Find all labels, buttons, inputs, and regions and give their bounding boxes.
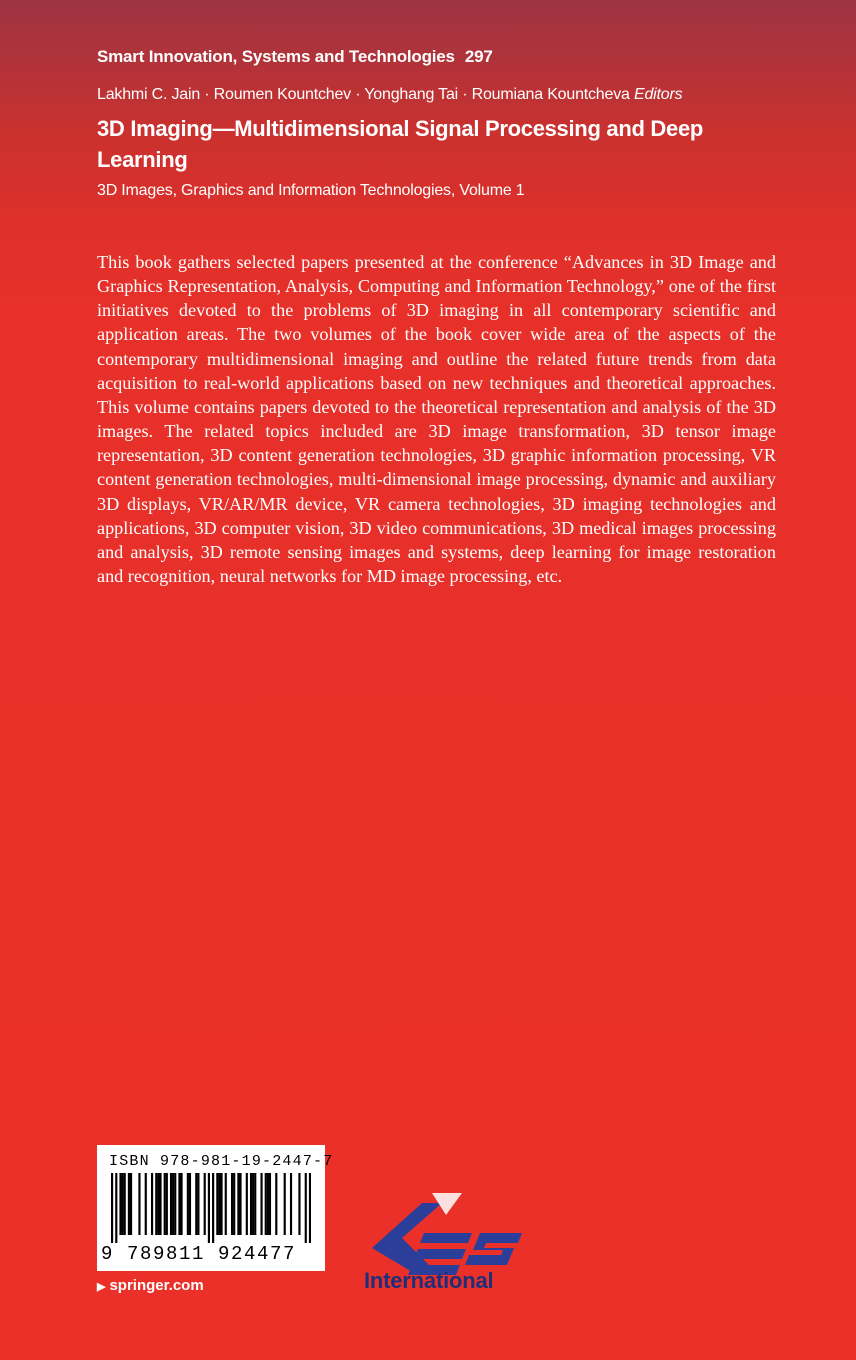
barcode-bar	[220, 1173, 222, 1235]
barcode-bar	[237, 1173, 239, 1235]
springer-link-text: springer.com	[109, 1277, 204, 1294]
isbn-label: ISBN 978-981-19-2447-7	[109, 1153, 334, 1170]
barcode-bar	[309, 1173, 311, 1243]
barcode-bar	[212, 1173, 214, 1243]
barcode-bar	[122, 1173, 124, 1235]
barcode-bar	[119, 1173, 121, 1235]
barcode-bar	[155, 1173, 157, 1235]
barcode-bar	[265, 1173, 267, 1235]
series-number: 297	[464, 47, 493, 66]
isbn-barcode	[97, 1145, 334, 1271]
barcode-bar	[290, 1173, 292, 1235]
barcode-bar	[130, 1173, 132, 1235]
barcode-bar	[197, 1173, 199, 1235]
barcode-bar	[208, 1173, 210, 1243]
barcode-bar	[159, 1173, 161, 1235]
barcode-bar	[284, 1173, 286, 1235]
barcode-bar	[298, 1173, 300, 1235]
barcode-bar	[115, 1173, 117, 1243]
barcode-bar	[252, 1173, 254, 1235]
book-description: This book gathers selected papers presented at the conference “Advances in 3D Image and Graphics Representation, Analysis, Computing and Information Technology,” one of the first initiatives devoted to the problems of 3D imaging in all contemporary scientific and application areas. The two volumes of the book cover wide area of the aspects of the contemporary multidimensional imaging and outline the related future trends from data acquisition to real-world applications based on new techniques and theoretical approaches. This volume contains papers devoted to the theoretical representation and analysis of the 3D images. The related topics included are 3D image transformation, 3D tensor image representation, 3D content generation technologies, 3D graphic information processing, VR content generation technologies, multi-dimensional image processing, dynamic and auxiliary 3D displays, VR/AR/MR device, VR camera technologies, 3D imaging technologies and applications, 3D computer vision, 3D video communications, 3D medical images processing and analysis, 3D remote sensing images and systems, deep learning for image restoration and recognition, neural networks for MD image processing, etc.	[97, 252, 776, 587]
arrow-right-icon: ▶	[97, 1281, 106, 1293]
barcode-bar	[231, 1173, 233, 1235]
series-name: Smart Innovation, Systems and Technologies	[97, 47, 455, 66]
barcode-bar	[174, 1173, 176, 1235]
barcode-bar	[164, 1173, 166, 1235]
barcode-bar	[216, 1173, 218, 1235]
barcode-bar	[267, 1173, 269, 1235]
series-line	[97, 47, 493, 67]
barcode-bar	[180, 1173, 182, 1235]
barcode-bar	[157, 1173, 159, 1235]
barcode-bar	[250, 1173, 252, 1235]
barcode-digits: 9 789811 924477	[101, 1243, 297, 1265]
barcode-bar	[111, 1173, 113, 1243]
barcode-bar	[187, 1173, 189, 1235]
barcode-bar	[172, 1173, 174, 1235]
barcode-bar	[124, 1173, 126, 1235]
barcode-bar	[166, 1173, 168, 1235]
barcode-bar	[218, 1173, 220, 1235]
barcode-bar	[269, 1173, 271, 1235]
barcode-bar	[151, 1173, 153, 1235]
barcode-bars	[111, 1173, 311, 1243]
barcode-bar	[178, 1173, 180, 1235]
barcode-bar	[170, 1173, 172, 1235]
book-subtitle: 3D Images, Graphics and Information Technologies, Volume 1	[97, 182, 525, 199]
barcode-bar	[189, 1173, 191, 1235]
barcode-bar	[305, 1173, 307, 1243]
barcode-bar	[275, 1173, 277, 1235]
barcode-bar	[195, 1173, 197, 1235]
editor-names: Lakhmi C. Jain · Roumen Kountchev · Yonghang Tai · Roumiana Kountcheva	[97, 86, 630, 103]
barcode-bar	[204, 1173, 206, 1235]
barcode-bar	[260, 1173, 262, 1235]
barcode-bar	[145, 1173, 147, 1235]
editors-role: Editors	[633, 86, 683, 103]
barcode-bar	[239, 1173, 241, 1235]
editors-line	[97, 86, 682, 104]
barcode-bar	[254, 1173, 256, 1235]
kes-international-label: International	[364, 1268, 494, 1293]
barcode-bar	[233, 1173, 235, 1235]
barcode-bar	[128, 1173, 130, 1235]
springer-link[interactable]	[97, 1277, 204, 1294]
barcode-bar	[138, 1173, 140, 1235]
book-title: 3D Imaging—Multidimensional Signal Processing and Deep Learning	[97, 116, 704, 172]
barcode-bar	[225, 1173, 227, 1235]
barcode-bar	[246, 1173, 248, 1235]
